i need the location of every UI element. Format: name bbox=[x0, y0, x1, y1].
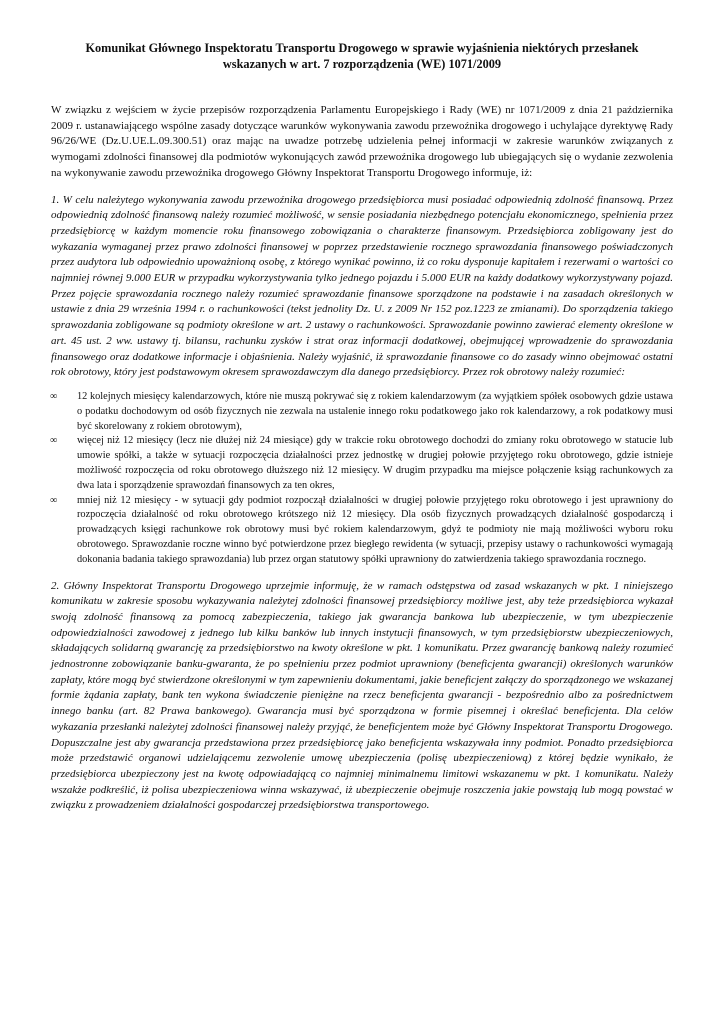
point-2-paragraph: 2. Główny Inspektorat Transportu Drogowego uprzejmie informuję, że w ramach odstępstwa od zasad wskazanych w pkt. 1 niniejszego komunikatu w zakresie sposobu wykazywania należytej zdolności finansowej przedsiębiorcy możliwe jest, aby teże przedsiębiorca wykazał swoją zdolność finansową za pomocą zabezpieczenia, takiego jak gwarancja bankowa lub ubezpieczenie, w tym ubezpieczenie odpowiedzialności zawodowej z jednego lub kilku banków lub innych instytucji finansowych, w tym przedsiębiorstw ubezpieczeniowych, składających solidarną gwarancję za przedsiębiorstwo na kwoty określone w pkt. 1 komunikatu. Przez gwarancję bankową należy rozumieć jednostronne zobowiązanie banku-gwaranta, że po spełnieniu przez podmiot uprawniony (beneficjenta gwarancji) określonych warunków zapłaty, które mogą być stwierdzone określonymi w tym zapewnieniu dokumentami, jakie beneficjent załączy do sporządzonego we wskazanej formie żądania zapłaty, bank ten wykona świadczenie pieniężne na rzecz beneficjenta gwarancji - bezpośrednio albo za pośrednictwem innego banku (art. 82 Prawa bankowego). Gwarancja musi być sporządzona w formie pisemnej i określać beneficjenta. Dla celów wykazania przesłanki należytej zdolności finansowej należy przyjąć, że beneficjentem może być Główny Inspektorat Transportu Drogowego. Dopuszczalne jest aby gwarancja przedstawiona przez przedsiębiorcę jako beneficjenta wskazywała inny podmiot. Ponadto przedsiębiorca może przedstawić organowi udzielającemu zezwolenie umowę ubezpieczenia (polisę ubezpieczeniową) z której będzie wynikało, że przedsiębiorca ubezpieczony jest na kwotę odpowiadającą co najmniej minimalnemu limitowi wskazanemu w pkt. 1 komunikatu. Należy wszakże podkreślić, iż polisa ubezpieczeniowa winna wskazywać, iż ubezpieczenie obejmuje roszczenia jakie powstają lub mogą powstać w związku z prowadzeniem działalności gospodarczej przedsiębiorstwa transportowego. bbox=[51, 579, 674, 812]
document-title: Komunikat Głównego Inspektoratu Transportu Drogowego w sprawie wyjaśnienia niektórych przesłanek wskazanych w art. 7 rozporządzenia (WE) 1071/2009 bbox=[85, 41, 639, 71]
list-item-text: 12 kolejnych miesięcy kalendarzowych, które nie muszą pokrywać się z rokiem kalendarzowym (za wyjątkiem spółek osobowych gdzie ustawa o podatku dochodowym od osób fizycznych nie zezwala na ustalenie innego roku podatkowego jako rok kalendarzowy, a rok podatkowy musi być skorelowany z rokiem obrotowym), bbox=[77, 390, 673, 432]
list-item-text: mniej niż 12 miesięcy - w sytuacji gdy podmiot rozpoczął działalności w drugiej połowie przyjętego roku obrotowego i jest uprawniony do rozpoczęcia działalność od roku obrotowego krótszego niż 12 miesięcy. Dla osób fizycznych prowadzących działalność gospodarczą i prowadzących księgi rachunkowe rok obrotowy musi być rokiem kalendarzowym, gdyż te podmioty nie mają możliwości wyboru roku obrotowego. Sprawozdanie roczne winno być potwierdzone przez biegłego rewidenta (w sytuacji, przepisy ustawy o rachunkowości wymagają dokonania badania takiego sprawozdania) lub przez organ statutowy spółki uprawniony do zatwierdzenia takiego sprawozdania rocznego. bbox=[77, 494, 673, 565]
list-item-text: więcej niż 12 miesięcy (lecz nie dłużej niż 24 miesiące) gdy w trakcie roku obrotowego dochodzi do zmiany roku obrotowego w statucie lub umowie spółki, a także w sytuacji rozpoczęcia działalności przez jednostkę w drugiej połowie przyjętego roku obrotowego, gdzie istnieje możliwość rozpoczęcia od roku obrotowego dłuższego niż 12 miesięcy. W drugim przypadku ma miejsce połączenie ksiąg rachunkowych za dwa lata i sporządzenie sprawozdań finansowych za ten okres, bbox=[77, 435, 673, 491]
fiscal-year-list bbox=[51, 390, 673, 568]
list-item bbox=[50, 494, 673, 568]
infinity-bullet-icon: ∞ bbox=[50, 390, 58, 402]
infinity-bullet-icon: ∞ bbox=[50, 494, 58, 506]
list-item bbox=[50, 390, 673, 434]
list-item bbox=[50, 434, 673, 493]
point-1-paragraph: 1. W celu należytego wykonywania zawodu przewoźnika drogowego przedsiębiorca musi posiadać odpowiednią zdolność finansową. Przez odpowiednią zdolność finansową należy rozumieć możliwość, w sensie posiadania niezbędnego potencjału ekonomicznego, spełnienia przez przedsiębiorcę w każdym momencie roku finansowego zobowiązania o charakterze finansowym. Przedsiębiorca zobligowany jest do wykazania wymaganej przez prawo zdolności finansowej w poprzez przedstawienie rocznego sprawozdania finansowego poświadczonych przez audytora lub odpowiednio upoważnioną osobę, z którego wynikać powinno, iż co roku dysponuje kapitałem i rezerwami o wartości co najmniej równej 9.000 EUR w przypadku wykorzystywania tylko jednego pojazdu i 5.000 EUR na każdy dodatkowy wykorzystywany pojazd. Przez pojęcie sprawozdania rocznego należy rozumieć sprawozdanie finansowe sporządzone na podstawie i na zasadach określonych w ustawie z dnia 29 września 1994 r. o rachunkowości (tekst jednolity Dz. U. z 2009 Nr 152 poz.1223 ze zmianami). Do sporządzenia takiego sprawozdania zobligowane są podmioty określone w art. 2 ustawy o rachunkowości. Sprawozdanie powinno zawierać elementy określone w art. 45 ust. 2 ww. ustawy tj. bilansu, rachunku zysków i strat oraz informacji dodatkowej, obejmującej wprowadzenie do sprawozdania finansowego oraz dodatkowe informacje i objaśnienia. Należy wyjaśnić, iż sprawozdanie finansowe co do zasady winno obejmować ostatni rok obrotowy, który jest podstawowym okresem sprawozdawczym dla danego przedsiębiorcy. Przez rok obrotowy należy rozumieć: bbox=[51, 193, 673, 379]
intro-paragraph: W związku z wejściem w życie przepisów rozporządzenia Parlamentu Europejskiego i Rady (WE) nr 1071/2009 z dnia 21 października 2009 r. ustanawiającego wspólne zasady dotyczące warunków wykonywania zawodu przewoźnika drogowego i uchylające dyrektywę Rady 96/26/WE (Dz.U.UE.L.09.300.51) oraz mając na uwadze potrzebę udzielenia pełnej informacji w zakresie warunków związanych z wymogami zdolności finansowej dla podmiotów wykonujących zawód przewoźnika drogowego lub ubiegających się o wydanie zezwolenia na wykonywanie zawodu przewoźnika drogowego Główny Inspektorat Transportu Drogowego informuje, iż: bbox=[51, 104, 673, 179]
infinity-bullet-icon: ∞ bbox=[50, 435, 58, 447]
